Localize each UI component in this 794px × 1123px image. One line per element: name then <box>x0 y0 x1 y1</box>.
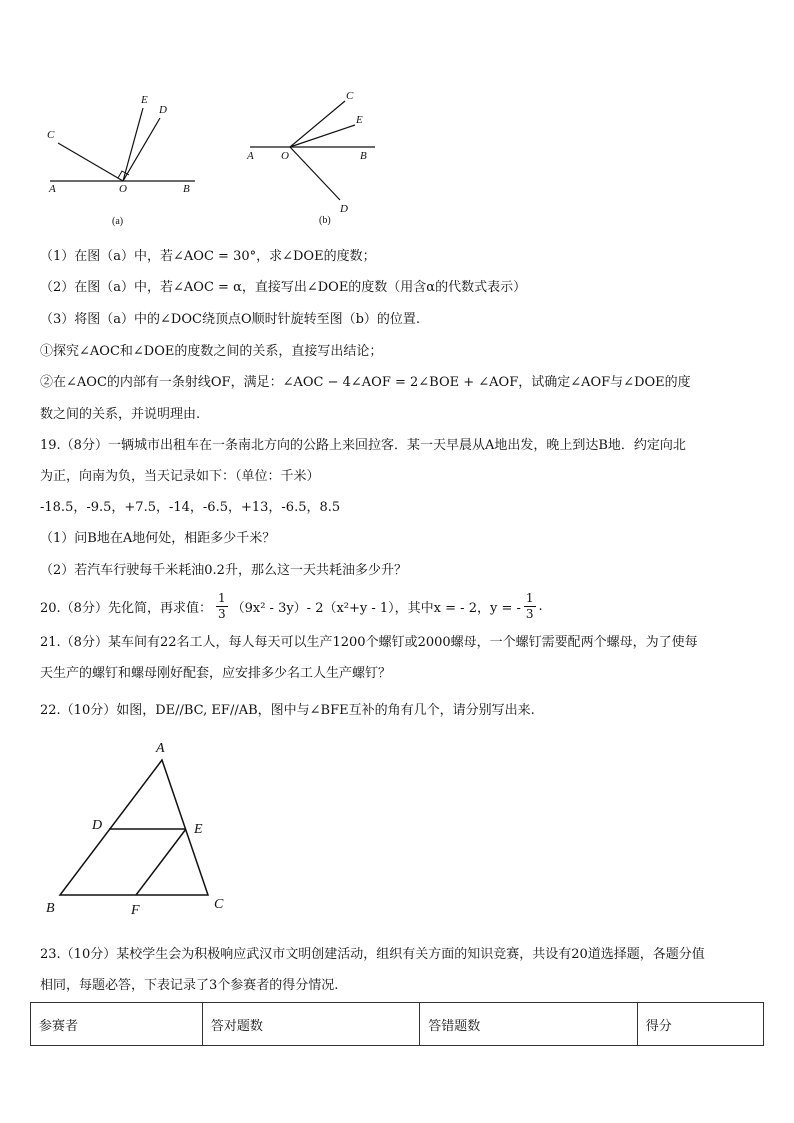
label-d: D <box>92 818 103 833</box>
q18-part3-1: ①探究∠AOC和∠DOE的度数之间的关系，直接写出结论； <box>40 344 383 359</box>
header-score: 得分 <box>637 1003 763 1046</box>
label-e-a: E <box>141 94 148 106</box>
label-d-a: D <box>159 104 167 116</box>
q19-data: -18.5，-9.5，+7.5，-14，-6.5，+13，-6.5，8.5 <box>40 500 341 515</box>
table-header-row <box>31 1003 764 1046</box>
q20-suffix: . <box>538 598 543 614</box>
label-d-b: D <box>340 203 348 215</box>
label-a-a: A <box>49 183 56 195</box>
header-wrong: 答错题数 <box>420 1003 637 1046</box>
score-table <box>30 1002 764 1046</box>
label-b-a: B <box>183 183 190 195</box>
q18-part3-2-line2: 数之间的关系，并说明理由. <box>40 407 201 422</box>
q19-sub2: （2）若汽车行驶每千米耗油0.2升，那么这一天共耗油多少升？ <box>40 563 407 578</box>
label-f: F <box>131 903 140 918</box>
q18-part1: （1）在图（a）中，若∠AOC = 30°，求∠DOE的度数； <box>40 249 376 264</box>
q20 <box>40 586 543 626</box>
figure-b <box>240 85 390 235</box>
frac-denominator: 3 <box>217 606 226 621</box>
label-b: B <box>46 901 55 916</box>
q19-sub1: （1）问B地在A地何处，相距多少千米？ <box>40 531 276 546</box>
label-a: A <box>156 741 165 756</box>
q18-part3-2-line1: ②在∠AOC的内部有一条射线OF，满足：∠AOC − 4∠AOF = 2∠BOE + ∠AOF，试确定∠AOF与∠DOE的度 <box>40 375 691 390</box>
label-c-a: C <box>47 129 55 141</box>
q19-line2: 为正，向南为负，当天记录如下：（单位：千米） <box>40 469 320 484</box>
label-e-b: E <box>356 114 363 126</box>
frac2-denominator: 3 <box>525 606 534 621</box>
ray-oe-a <box>123 108 143 181</box>
header-correct: 答对题数 <box>202 1003 419 1046</box>
fraction-one-third <box>216 591 228 622</box>
label-b-b: B <box>360 150 367 162</box>
label-o-a: O <box>119 183 127 195</box>
figure-a <box>40 88 210 238</box>
header-participant: 参赛者 <box>31 1003 203 1046</box>
q21-line2: 天生产的螺钉和螺母刚好配套，应安排多少名工人生产螺钉？ <box>40 666 392 681</box>
q21-line1: 21.（8分）某车间有22名工人，每人每天可以生产1200个螺钉或2000螺母，一个螺钉需要配两个螺母，为了使每 <box>40 635 698 650</box>
caption-b: (b) <box>319 215 331 226</box>
frac-numerator: 1 <box>217 590 226 605</box>
q23-line2: 相同，每题必答，下表记录了3个参赛者的得分情况. <box>40 978 339 993</box>
triangle-abc <box>60 760 208 895</box>
q22-text: 22.（10分）如图，DE//BC, EF//AB，图中与∠BFE互补的角有几个，请分别写出来. <box>40 703 535 718</box>
ray-od-a <box>123 118 160 181</box>
ray-oe-b <box>290 125 355 147</box>
ray-oc-a <box>58 143 123 181</box>
ray-od-b <box>290 147 340 200</box>
frac2-numerator: 1 <box>525 590 534 605</box>
label-a-b: A <box>247 150 254 162</box>
label-c-b: C <box>346 90 354 102</box>
segment-ef <box>136 829 186 895</box>
ray-oc-b <box>290 101 345 147</box>
label-e: E <box>194 822 203 837</box>
q18-part3: （3）将图（a）中的∠DOC绕顶点O顺时针旋转至图（b）的位置. <box>40 312 421 327</box>
q18-part2: （2）在图（a）中，若∠AOC = α，直接写出∠DOE的度数（用含α的代数式表示） <box>40 280 527 295</box>
q23-line1: 23.（10分）某校学生会为积极响应武汉市文明创建活动，组织有关方面的知识竞赛，共设有20道选择题，各题分值 <box>40 947 705 962</box>
q20-expression: （9x² - 3y）- 2（x²+y - 1），其中x = - 2，y = - <box>231 600 521 616</box>
label-c: C <box>214 897 224 912</box>
q20-prefix: 20.（8分）先化简，再求值： <box>40 600 212 616</box>
q19-line1: 19.（8分）一辆城市出租车在一条南北方向的公路上来回拉客．某一天早晨从A地出发，晚上到达B地．约定向北 <box>40 438 686 453</box>
caption-a: (a) <box>112 216 124 227</box>
label-o-b: O <box>281 150 289 162</box>
triangle-figure <box>40 735 240 920</box>
fraction-one-third-2 <box>524 591 536 622</box>
